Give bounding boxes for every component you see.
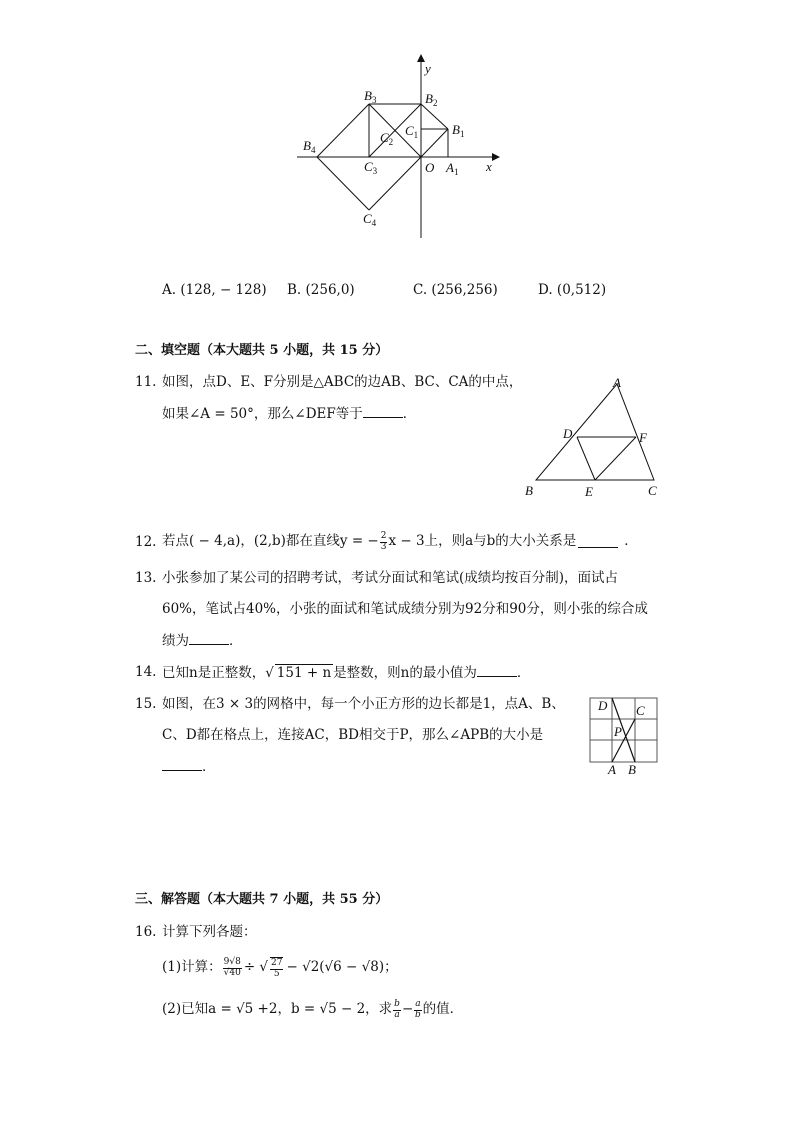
q11-number: 11. xyxy=(135,374,157,390)
q13-number: 13. xyxy=(135,570,157,586)
fig15-label-c: C xyxy=(636,703,645,718)
q14-end: ． xyxy=(516,665,531,681)
label-x: x xyxy=(486,159,492,174)
q12-text-pre: 若点( − 4,a)，(2,b)都在直线y = − xyxy=(162,533,379,550)
q16-part1-frac1 xyxy=(223,958,242,978)
fig11-label-e: E xyxy=(585,484,593,499)
q14-number: 14. xyxy=(135,664,157,680)
section2-title: 二、填空题（本大题共 5 小题，共 15 分） xyxy=(135,343,389,358)
fig11-label-c: C xyxy=(648,483,657,498)
label-a1: $A_1$ xyxy=(446,160,459,177)
q15-line3-end: ． xyxy=(202,759,216,775)
q12-frac-num: 2 xyxy=(380,531,387,542)
q16-part2-post: 的值． xyxy=(422,1001,464,1018)
label-o: O xyxy=(425,160,435,175)
q16-part1-frac1-num: 9√8 xyxy=(223,957,241,968)
fig11-label-f: F xyxy=(639,430,647,445)
q16-number: 16. xyxy=(135,924,157,940)
q16-part2-text: (2)已知a = √5 +2，b = √5 − 2，求 xyxy=(162,1001,393,1018)
fig15-label-a: A xyxy=(608,762,616,777)
label-b3: $B_3$ xyxy=(364,88,377,105)
q13-line2: 60%，笔试占40%，小张的面试和笔试成绩分别为92分和90分，则小张的综合成 xyxy=(162,601,648,617)
q13-line3-end: ． xyxy=(229,633,243,649)
fig15-label-d: D xyxy=(598,698,608,713)
q15-line1: 如图，在3 × 3的网格中，每一个小正方形的边长都是1，点A、B、 xyxy=(162,696,565,712)
q16-part1-div: ÷ √ xyxy=(243,959,269,976)
q10-option-d[interactable]: D. (0,512) xyxy=(538,282,607,298)
q16-part1-label: (1)计算： xyxy=(162,959,222,976)
label-y: y xyxy=(425,61,431,76)
fig11-label-b: B xyxy=(525,483,533,498)
q12-number: 12. xyxy=(135,534,157,550)
q14-radicand: 151 + n xyxy=(276,665,332,681)
q16-part2 xyxy=(162,996,463,1024)
q16-part2-frac2-den: b xyxy=(415,1009,421,1020)
q16-part2-frac1 xyxy=(393,1000,401,1020)
q10-option-b[interactable]: B. (256,0) xyxy=(287,282,355,298)
q13-line1: 小张参加了某公司的招聘考试，考试分面试和笔试(成绩均按百分制)，面试占 xyxy=(162,570,619,586)
q15-number: 15. xyxy=(135,696,157,712)
q16-part1-frac2 xyxy=(270,957,283,979)
q16-part2-frac1-num: b xyxy=(394,999,400,1010)
q10-option-a[interactable]: A. (128, − 128) xyxy=(162,282,267,298)
label-c2: $C_2$ xyxy=(380,130,394,147)
q16-part1-post: − √2(√6 − √8)； xyxy=(286,959,398,976)
fig15-label-p: P xyxy=(614,724,622,739)
q16-part1 xyxy=(162,954,398,982)
label-b2: $B_2$ xyxy=(425,91,438,108)
section3-title: 三、解答题（本大题共 7 小题，共 55 分） xyxy=(135,892,389,907)
q16-part2-frac1-den: a xyxy=(394,1009,400,1020)
q16-part2-frac2-num: a xyxy=(415,999,421,1010)
fig11-label-a: A xyxy=(613,375,621,390)
q16-part2-frac2 xyxy=(414,1000,421,1020)
label-c1: $C_1$ xyxy=(405,123,419,140)
q14-text-post: 是整数，则n的最小值为 xyxy=(333,665,477,681)
q12-frac-den: 3 xyxy=(380,541,387,552)
q11-line1: 如图，点D、E、F分别是△ABC的边AB、BC、CA的中点， xyxy=(162,374,523,390)
q11-line2-text: 如果∠A = 50°，那么∠DEF等于 xyxy=(162,406,363,422)
fig11-label-d: D xyxy=(563,426,573,441)
q16-part1-frac1-den: √40 xyxy=(223,967,241,978)
label-b4: $B_4$ xyxy=(303,138,316,155)
q11-line2-end: ． xyxy=(402,406,417,422)
q12-text-post: x − 3上，则a与b的大小关系是 xyxy=(388,533,577,550)
q10-option-c[interactable]: C. (256,256) xyxy=(413,282,498,298)
q16-part2-minus: − xyxy=(401,1001,414,1018)
q15-line2: C、D都在格点上，连接AC，BD相交于P，那么∠APB的大小是 xyxy=(162,727,544,743)
fig15-label-b: B xyxy=(628,762,636,777)
q13-line3-text: 绩为 xyxy=(162,633,189,649)
label-c3: $C_3$ xyxy=(364,159,378,176)
q16-part1-frac2-den: 5 xyxy=(273,968,280,979)
q14-text-pre: 已知n是正整数，√ xyxy=(162,665,274,681)
label-c4: $C_4$ xyxy=(363,211,377,228)
q16-title: 计算下列各题： xyxy=(162,924,257,940)
q12-end: ． xyxy=(624,533,638,550)
label-b1: $B_1$ xyxy=(452,122,465,139)
q16-part1-frac2-num: 27 xyxy=(271,958,283,969)
